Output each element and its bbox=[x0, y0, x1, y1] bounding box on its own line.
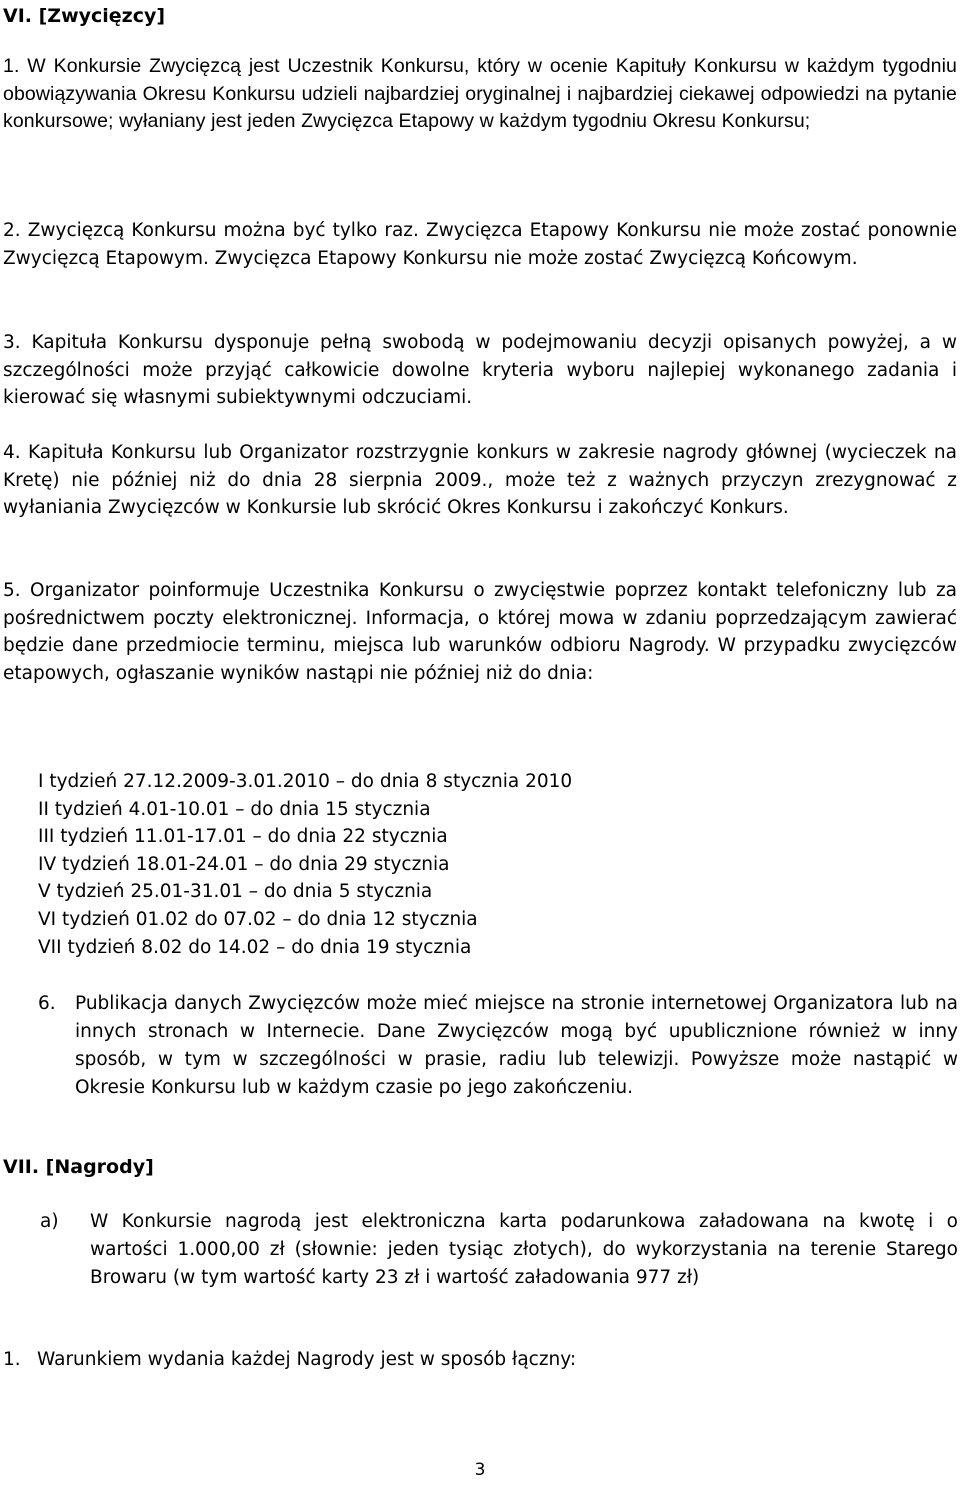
section-heading-winners: VI. [Zwycięzcy] bbox=[3, 5, 166, 27]
paragraph-6 bbox=[38, 990, 958, 1102]
section-heading-prizes: VII. [Nagrody] bbox=[3, 1156, 154, 1178]
week-item: VII tydzień 8.02 do 14.02 – do dnia 19 stycznia bbox=[38, 936, 472, 958]
paragraph-6-marker: 6. bbox=[38, 993, 56, 1014]
prize-item-a-marker: a) bbox=[40, 1211, 59, 1232]
week-item: III tydzień 11.01-17.01 – do dnia 22 stycznia bbox=[38, 826, 448, 848]
week-item: VI tydzień 01.02 do 07.02 – do dnia 12 stycznia bbox=[38, 908, 478, 930]
week-item: IV tydzień 18.01-24.01 – do dnia 29 stycznia bbox=[38, 853, 450, 875]
week-item: I tydzień 27.12.2009-3.01.2010 – do dnia 8 stycznia 2010 bbox=[38, 771, 573, 792]
prize-item-a-text: W Konkursie nagrodą jest elektroniczna karta podarunkowa załadowana na kwotę i o wartości 1.000,00 zł (słownie: jeden tysiąc złotych), do wykorzystania na terenie Starego Browaru (w tym wartość karty 23 zł i wartość załadowania 977 zł) bbox=[90, 1211, 958, 1288]
weekly-deadlines-list bbox=[38, 768, 572, 961]
week-item: II tydzień 4.01-10.01 – do dnia 15 stycznia bbox=[38, 798, 431, 820]
paragraph-1: 1. W Konkursie Zwycięzcą jest Uczestnik Konkursu, który w ocenie Kapituły Konkursu w każdym tygodniu obowiązywania Okresu Konkursu udzieli najbardziej oryginalnej i najbardziej ciekawej odpowiedzi na pytanie konkursowe; wyłaniany jest jeden Zwycięzca Etapowy w każdym tygodniu Okresu Konkursu; bbox=[3, 55, 957, 132]
paragraph-5: 5. Organizator poinformuje Uczestnika Konkursu o zwycięstwie poprzez kontakt telefoniczny lub za pośrednictwem poczty elektronicznej. Informacja, o której mowa w zdaniu poprzedzającym zawierać będzie dane przedmiocie terminu, miejsca lub warunków odbioru Nagrody. W przypadku zwycięzców etapowych, ogłaszanie wyników nastąpi nie później niż do dnia: bbox=[3, 580, 957, 684]
week-item: V tydzień 25.01-31.01 – do dnia 5 stycznia bbox=[38, 881, 433, 903]
prize-condition-1 bbox=[3, 1346, 957, 1374]
paragraph-2: 2. Zwycięzcą Konkursu można być tylko raz. Zwycięzca Etapowy Konkursu nie może zostać ponownie Zwycięzcą Etapowym. Zwycięzca Etapowy Konkursu nie może zostać Zwycięzcą Końcowym. bbox=[3, 220, 957, 269]
page-number: 3 bbox=[474, 1460, 486, 1480]
prize-condition-1-text: Warunkiem wydania każdej Nagrody jest w sposób łączny: bbox=[37, 1349, 577, 1370]
prize-item-a bbox=[40, 1208, 958, 1292]
paragraph-3: 3. Kapituła Konkursu dysponuje pełną swobodą w podejmowaniu decyzji opisanych powyżej, a w szczególności może przyjąć całkowicie dowolne kryteria wyboru najlepiej wykonanego zadania i kierować się własnymi subiektywnymi odczuciami. bbox=[3, 332, 957, 408]
paragraph-4: 4. Kapituła Konkursu lub Organizator rozstrzygnie konkurs w zakresie nagrody głównej (wycieczek na Kretę) nie później niż do dnia 28 sierpnia 2009., może też z ważnych przyczyn zrezygnować z wyłaniania Zwycięzców w Konkursie lub skrócić Okres Konkursu i zakończyć Konkurs. bbox=[3, 442, 957, 518]
prize-condition-1-marker: 1. bbox=[3, 1349, 21, 1370]
paragraph-6-text: Publikacja danych Zwycięzców może mieć miejsce na stronie internetowej Organizatora lub na innych stronach w Internecie. Dane Zwycięzców mogą być upublicznione również w inny sposób, w tym w szczególności w prasie, radiu lub telewizji. Powyższe może nastąpić w Okresie Konkursu lub w każdym czasie po jego zakończeniu. bbox=[75, 993, 958, 1098]
